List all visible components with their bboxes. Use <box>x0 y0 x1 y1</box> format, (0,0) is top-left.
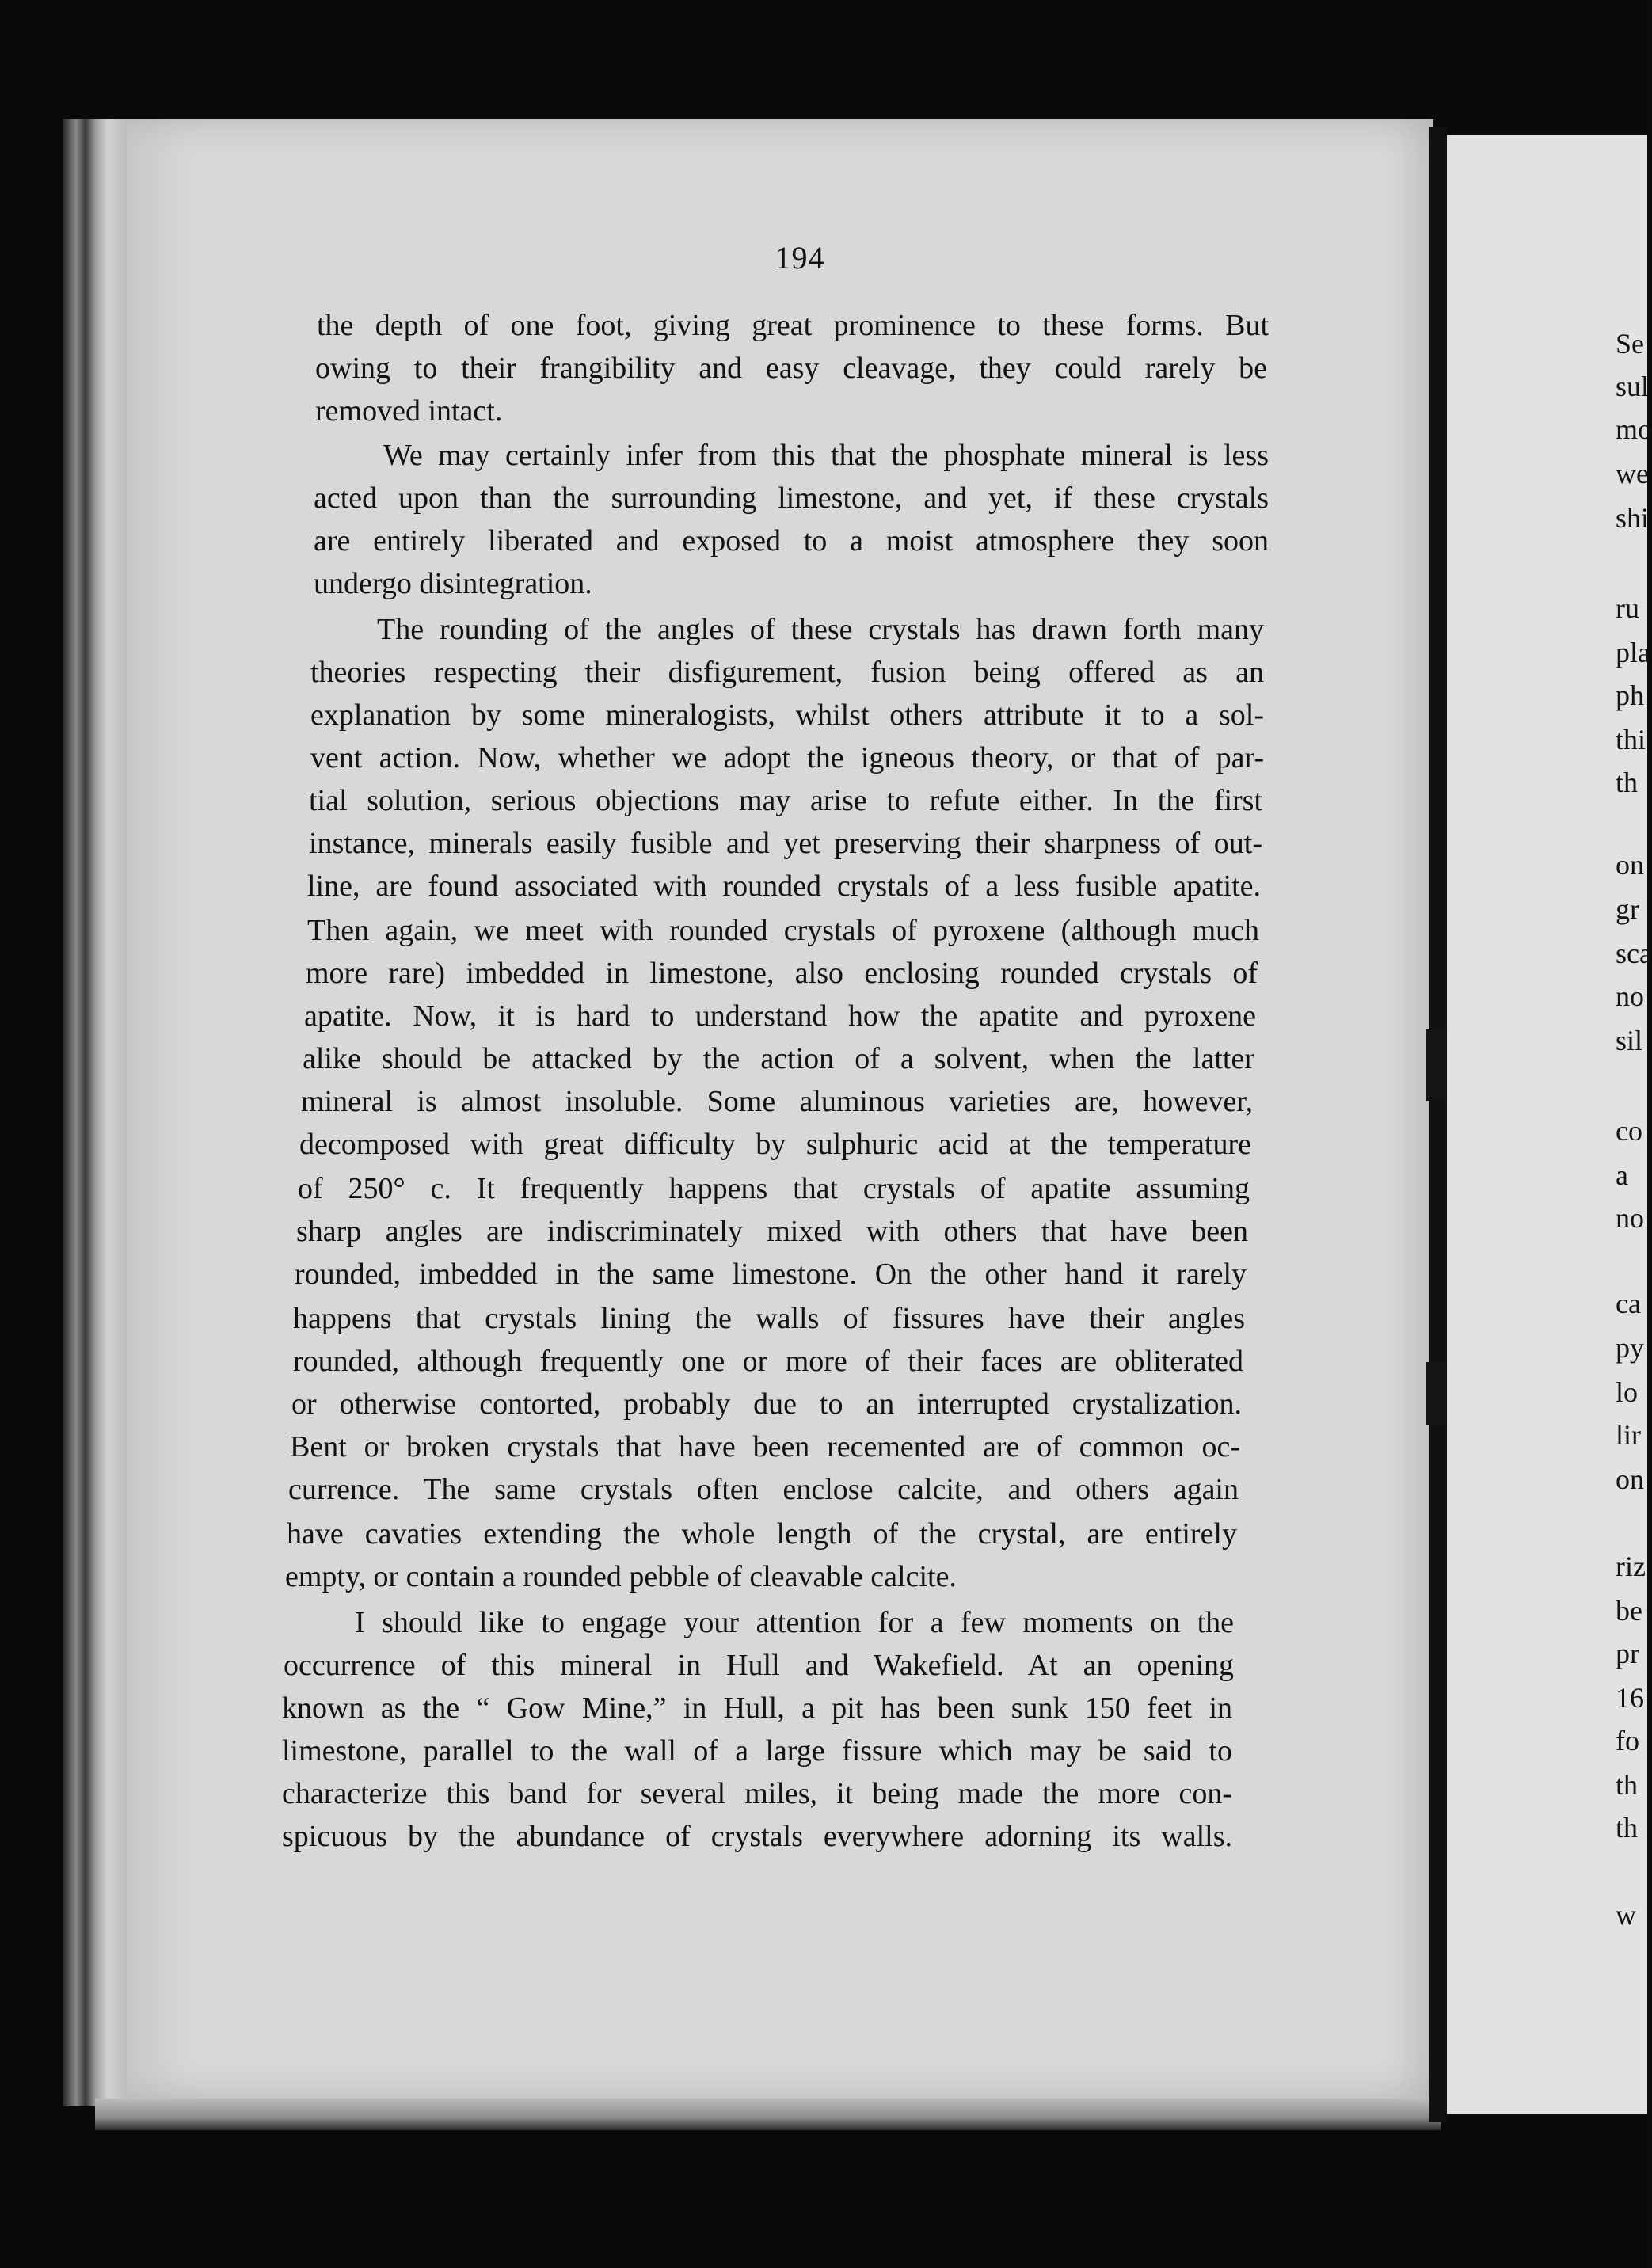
facing-text-fragment: th <box>1616 1812 1639 1844</box>
facing-text-fragment: co <box>1616 1115 1642 1147</box>
text-line: rounded, although frequently one or more of their faces are obliterated <box>293 1345 1243 1378</box>
facing-text-fragment: no <box>1616 1202 1644 1234</box>
text-line: acted upon than the surrounding limestone, and yet, if these crystals <box>314 481 1269 515</box>
page-number: 194 <box>775 240 825 276</box>
text-line: explanation by some mineralogists, whilst others attribute it to a sol- <box>310 698 1264 732</box>
text-line: undergo disintegration. <box>314 567 592 600</box>
facing-text-fragment: ru <box>1616 592 1639 624</box>
text-line: Then again, we meet with rounded crystals of pyroxene (although much <box>307 914 1259 947</box>
gutter-tear-upper <box>1426 1029 1446 1101</box>
facing-text-fragment: fo <box>1616 1725 1639 1756</box>
text-line: characterize this band for several miles, it being made the more con- <box>282 1777 1232 1810</box>
text-line: more rare) imbedded in limestone, also enclosing rounded crystals of <box>306 957 1258 990</box>
text-line: decomposed with great difficulty by sulphuric acid at the temperature <box>299 1128 1251 1161</box>
facing-text-fragment: sil <box>1616 1025 1643 1056</box>
book-edge <box>63 119 127 2106</box>
text-line: spicuous by the abundance of crystals everywhere adorning its walls. <box>282 1820 1232 1853</box>
text-line: Bent or broken crystals that have been recemented are of common oc- <box>290 1430 1240 1463</box>
text-line: apatite. Now, it is hard to understand how the apatite and pyroxene <box>304 999 1256 1033</box>
facing-text-fragment: lo <box>1616 1376 1639 1408</box>
facing-text-fragment: gr <box>1616 893 1639 925</box>
facing-text-fragment: pla <box>1616 637 1650 668</box>
text-line: sharp angles are indiscriminately mixed with others that have been <box>296 1215 1248 1248</box>
text-line: the depth of one foot, giving great prominence to these forms. But <box>317 309 1269 342</box>
facing-text-fragment: w <box>1616 1899 1636 1931</box>
facing-text-fragment: no <box>1616 980 1644 1012</box>
text-line: occurrence of this mineral in Hull and Wakefield. At an opening <box>284 1649 1234 1682</box>
text-line: currence. The same crystals often enclose calcite, and others again <box>288 1473 1239 1506</box>
text-line: I should like to engage your attention for a few moments on the <box>355 1606 1234 1639</box>
gutter-tear-lower <box>1426 1362 1446 1425</box>
facing-text-fragment: ca <box>1616 1288 1641 1319</box>
text-line: of 250° c. It frequently happens that crystals of apatite assuming <box>298 1172 1250 1205</box>
text-line: happens that crystals lining the walls of fissures have their angles <box>293 1302 1245 1335</box>
text-line: line, are found associated with rounded crystals of a less fusible apatite. <box>307 870 1261 903</box>
text-line: mineral is almost insoluble. Some aluminous varieties are, however, <box>301 1085 1253 1118</box>
page-bottom-edge <box>95 2099 1441 2130</box>
facing-text-fragment: sca <box>1616 938 1652 969</box>
facing-text-fragment: th <box>1616 1769 1639 1801</box>
text-line: rounded, imbedded in the same limestone. On the other hand it rarely <box>295 1258 1247 1291</box>
facing-text-fragment: ph <box>1616 679 1644 711</box>
text-line: empty, or contain a rounded pebble of cleavable calcite. <box>285 1560 957 1593</box>
text-line: have cavaties extending the whole length of the crystal, are entirely <box>287 1517 1237 1551</box>
text-line: alike should be attacked by the action of a solvent, when the latter <box>303 1042 1254 1075</box>
text-line: known as the “ Gow Mine,” in Hull, a pit has been sunk 150 feet in <box>282 1691 1232 1725</box>
book-gutter <box>1429 127 1447 2122</box>
text-line: vent action. Now, whether we adopt the igneous theory, or that of par- <box>310 741 1264 774</box>
facing-text-fragment: shi <box>1616 502 1650 534</box>
facing-text-fragment: py <box>1616 1332 1644 1364</box>
text-line: or otherwise contorted, probably due to an interrupted crystalization. <box>291 1387 1242 1421</box>
facing-text-fragment: be <box>1616 1595 1642 1627</box>
text-line: theories respecting their disfigurement, fusion being offered as an <box>310 656 1264 689</box>
facing-text-fragment: Se <box>1616 328 1644 360</box>
facing-text-fragment: lir <box>1616 1419 1641 1451</box>
text-line: owing to their frangibility and easy cleavage, they could rarely be <box>315 352 1267 385</box>
facing-text-fragment: riz <box>1616 1551 1646 1582</box>
text-line: limestone, parallel to the wall of a large fissure which may be said to <box>282 1734 1232 1768</box>
facing-text-fragment: pr <box>1616 1638 1639 1669</box>
text-line: are entirely liberated and exposed to a moist atmosphere they soon <box>314 524 1269 557</box>
text-line: tial solution, serious objections may arise to refute either. In the first <box>309 784 1262 817</box>
facing-text-fragment: we <box>1616 458 1649 489</box>
text-line: instance, minerals easily fusible and yet preserving their sharpness of out- <box>309 827 1262 860</box>
text-line: removed intact. <box>315 394 503 428</box>
facing-text-fragment: sul <box>1616 371 1650 402</box>
facing-text-fragment: th <box>1616 767 1639 798</box>
facing-text-fragment: thi <box>1616 724 1646 755</box>
text-line: The rounding of the angles of these crystals has drawn forth many <box>377 613 1264 646</box>
facing-text-fragment: on <box>1616 849 1644 881</box>
facing-text-fragment: mo <box>1616 413 1652 445</box>
facing-text-fragment: a <box>1616 1159 1628 1191</box>
facing-text-fragment: on <box>1616 1463 1644 1495</box>
text-line: We may certainly infer from this that the phosphate mineral is less <box>383 439 1269 472</box>
facing-text-fragment: 16 <box>1616 1682 1644 1714</box>
